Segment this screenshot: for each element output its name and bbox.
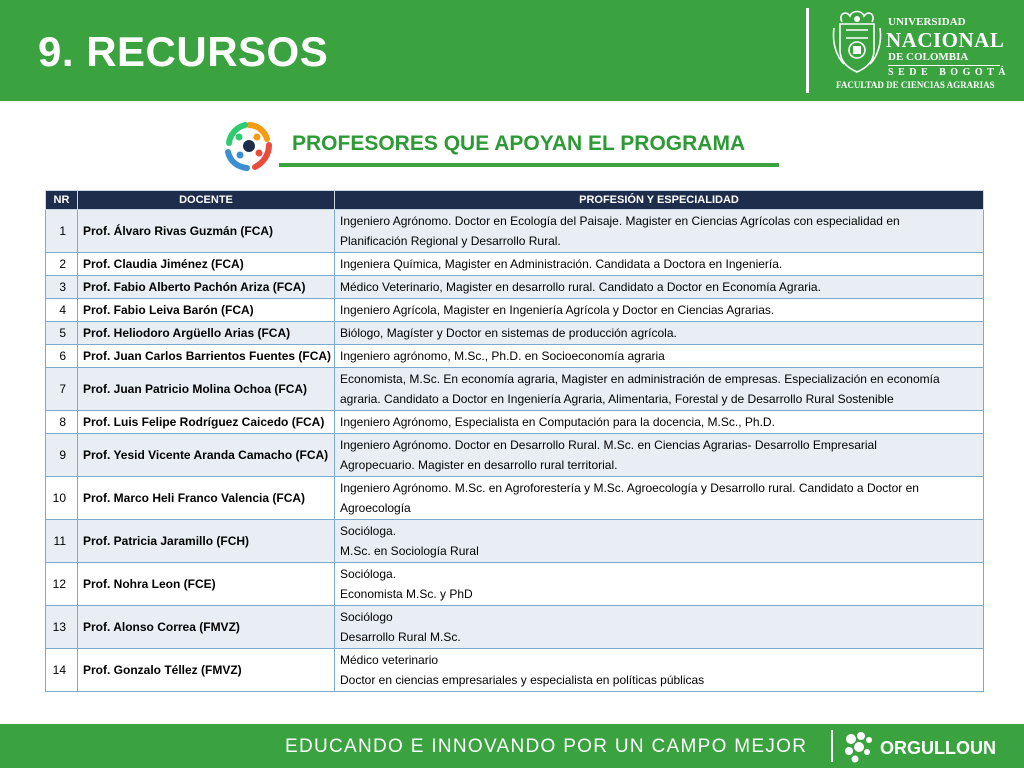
university-name: NACIONAL bbox=[886, 28, 1005, 52]
cell-profesion bbox=[335, 322, 984, 345]
table-row bbox=[46, 368, 984, 411]
cell-nr: 4 bbox=[46, 299, 78, 322]
cell-nr: 7 bbox=[46, 368, 78, 411]
cell-nr: 12 bbox=[46, 563, 78, 606]
faculty-name: FACULTAD DE CIENCIAS AGRARIAS bbox=[836, 80, 995, 90]
cell-docente: Prof. Patricia Jaramillo (FCH) bbox=[78, 520, 335, 563]
header-bar bbox=[0, 0, 1024, 101]
table-row bbox=[46, 210, 984, 253]
column-header-profesion: PROFESIÓN Y ESPECIALIDAD bbox=[335, 191, 984, 210]
table-row bbox=[46, 649, 984, 692]
profesion-line: Sociólogo bbox=[340, 610, 393, 624]
cell-nr: 14 bbox=[46, 649, 78, 692]
cell-nr: 1 bbox=[46, 210, 78, 253]
cell-docente: Prof. Álvaro Rivas Guzmán (FCA) bbox=[78, 210, 335, 253]
column-header-docente: DOCENTE bbox=[78, 191, 335, 210]
table-row bbox=[46, 345, 984, 368]
university-crest-icon bbox=[832, 8, 882, 76]
cell-profesion bbox=[335, 434, 984, 477]
table-row bbox=[46, 520, 984, 563]
university-country: DE COLOMBIA bbox=[888, 51, 969, 63]
cell-nr: 2 bbox=[46, 253, 78, 276]
table-row bbox=[46, 253, 984, 276]
header-divider bbox=[806, 8, 809, 93]
profesion-line: Biólogo, Magíster y Doctor en sistemas de producción agrícola. bbox=[340, 326, 677, 340]
university-rule bbox=[888, 65, 1000, 66]
cell-nr: 13 bbox=[46, 606, 78, 649]
cell-nr: 8 bbox=[46, 411, 78, 434]
people-circle-logo-icon bbox=[221, 119, 277, 173]
footer-brand: ORGULLOUN bbox=[880, 738, 996, 758]
cell-nr: 6 bbox=[46, 345, 78, 368]
table-row bbox=[46, 477, 984, 520]
cell-profesion bbox=[335, 477, 984, 520]
professors-table bbox=[45, 190, 984, 692]
cell-profesion bbox=[335, 210, 984, 253]
profesion-line: agraria. Candidato a Doctor en Ingeniería Agraria, Alimentaria, Forestal y de Desarrollo Rural Sostenible bbox=[340, 392, 894, 406]
cell-profesion bbox=[335, 563, 984, 606]
profesion-line: M.Sc. en Sociología Rural bbox=[340, 544, 479, 558]
footer-divider bbox=[831, 730, 833, 762]
table-body bbox=[46, 210, 984, 692]
cell-profesion bbox=[335, 368, 984, 411]
profesion-line: Ingeniera Química, Magister en Administración. Candidata a Doctora en Ingeniería. bbox=[340, 257, 783, 271]
profesion-line: Economista M.Sc. y PhD bbox=[340, 587, 473, 601]
cell-docente: Prof. Gonzalo Téllez (FMVZ) bbox=[78, 649, 335, 692]
slide-title: 9. RECURSOS bbox=[38, 28, 329, 75]
table-row bbox=[46, 606, 984, 649]
cell-nr: 5 bbox=[46, 322, 78, 345]
table-header-row bbox=[46, 191, 984, 210]
profesion-line: Socióloga. bbox=[340, 524, 397, 538]
university-label: UNIVERSIDAD bbox=[888, 16, 966, 28]
profesion-line: Ingeniero Agrónomo. Doctor en Ecología del Paisaje. Magister en Ciencias Agrícolas con especialidad en bbox=[340, 214, 900, 228]
cell-profesion bbox=[335, 649, 984, 692]
cell-docente: Prof. Juan Patricio Molina Ochoa (FCA) bbox=[78, 368, 335, 411]
profesion-line: Economista, M.Sc. En economía agraria, Magister en administración de empresas. Especialización en economía bbox=[340, 372, 940, 386]
footer-bar bbox=[0, 724, 1024, 768]
university-campus: SEDE BOGOTÁ bbox=[888, 67, 1011, 78]
cell-docente: Prof. Heliodoro Argüello Arias (FCA) bbox=[78, 322, 335, 345]
profesion-line: Ingeniero Agrónomo. Doctor en Desarrollo Rural. M.Sc. en Ciencias Agrarias- Desarrollo Empresarial bbox=[340, 438, 877, 452]
table-row bbox=[46, 322, 984, 345]
profesion-line: Ingeniero Agrónomo. M.Sc. en Agroforestería y M.Sc. Agroecología y Desarrollo rural. Candidato a Doctor en bbox=[340, 481, 919, 495]
cell-nr: 3 bbox=[46, 276, 78, 299]
profesion-line: Médico Veterinario, Magister en desarrollo rural. Candidato a Doctor en Economía Agraria. bbox=[340, 280, 821, 294]
profesion-line: Doctor en ciencias empresariales y especialista en políticas públicas bbox=[340, 673, 705, 687]
cell-nr: 10 bbox=[46, 477, 78, 520]
cell-profesion bbox=[335, 411, 984, 434]
section-underline bbox=[279, 163, 779, 167]
cell-docente: Prof. Alonso Correa (FMVZ) bbox=[78, 606, 335, 649]
cell-nr: 11 bbox=[46, 520, 78, 563]
cell-docente: Prof. Yesid Vicente Aranda Camacho (FCA) bbox=[78, 434, 335, 477]
profesion-line: Planificación Regional y Desarrollo Rural. bbox=[340, 234, 561, 248]
cell-docente: Prof. Nohra Leon (FCE) bbox=[78, 563, 335, 606]
footer-slogan: EDUCANDO E INNOVANDO POR UN CAMPO MEJOR bbox=[285, 736, 808, 757]
cell-profesion bbox=[335, 276, 984, 299]
professors-table-container bbox=[45, 190, 983, 692]
cell-docente: Prof. Juan Carlos Barrientos Fuentes (FCA) bbox=[78, 345, 335, 368]
table-row bbox=[46, 563, 984, 606]
cell-profesion bbox=[335, 345, 984, 368]
profesion-line: Ingeniero agrónomo, M.Sc., Ph.D. en Socioeconomía agraria bbox=[340, 349, 665, 363]
table-row bbox=[46, 276, 984, 299]
profesion-line: Agropecuario. Magister en desarrollo rural territorial. bbox=[340, 458, 618, 472]
table-row bbox=[46, 299, 984, 322]
cell-nr: 9 bbox=[46, 434, 78, 477]
section-title: PROFESORES QUE APOYAN EL PROGRAMA bbox=[292, 132, 746, 155]
table-row bbox=[46, 411, 984, 434]
column-header-nr: NR bbox=[46, 191, 78, 210]
orgullo-un-logo-icon bbox=[843, 730, 885, 764]
profesion-line: Médico veterinario bbox=[340, 653, 439, 667]
cell-docente: Prof. Fabio Alberto Pachón Ariza (FCA) bbox=[78, 276, 335, 299]
cell-docente: Prof. Luis Felipe Rodríguez Caicedo (FCA) bbox=[78, 411, 335, 434]
table-row bbox=[46, 434, 984, 477]
cell-docente: Prof. Fabio Leiva Barón (FCA) bbox=[78, 299, 335, 322]
profesion-line: Desarrollo Rural M.Sc. bbox=[340, 630, 461, 644]
profesion-line: Socióloga. bbox=[340, 567, 397, 581]
cell-profesion bbox=[335, 606, 984, 649]
profesion-line: Ingeniero Agrícola, Magister en Ingeniería Agrícola y Doctor en Ciencias Agrarias. bbox=[340, 303, 775, 317]
university-logo bbox=[832, 8, 1012, 94]
profesion-line: Agroecología bbox=[340, 501, 411, 515]
cell-profesion bbox=[335, 520, 984, 563]
cell-docente: Prof. Marco Heli Franco Valencia (FCA) bbox=[78, 477, 335, 520]
cell-profesion bbox=[335, 253, 984, 276]
profesion-line: Ingeniero Agrónomo, Especialista en Computación para la docencia, M.Sc., Ph.D. bbox=[340, 415, 775, 429]
cell-docente: Prof. Claudia Jiménez (FCA) bbox=[78, 253, 335, 276]
cell-profesion bbox=[335, 299, 984, 322]
